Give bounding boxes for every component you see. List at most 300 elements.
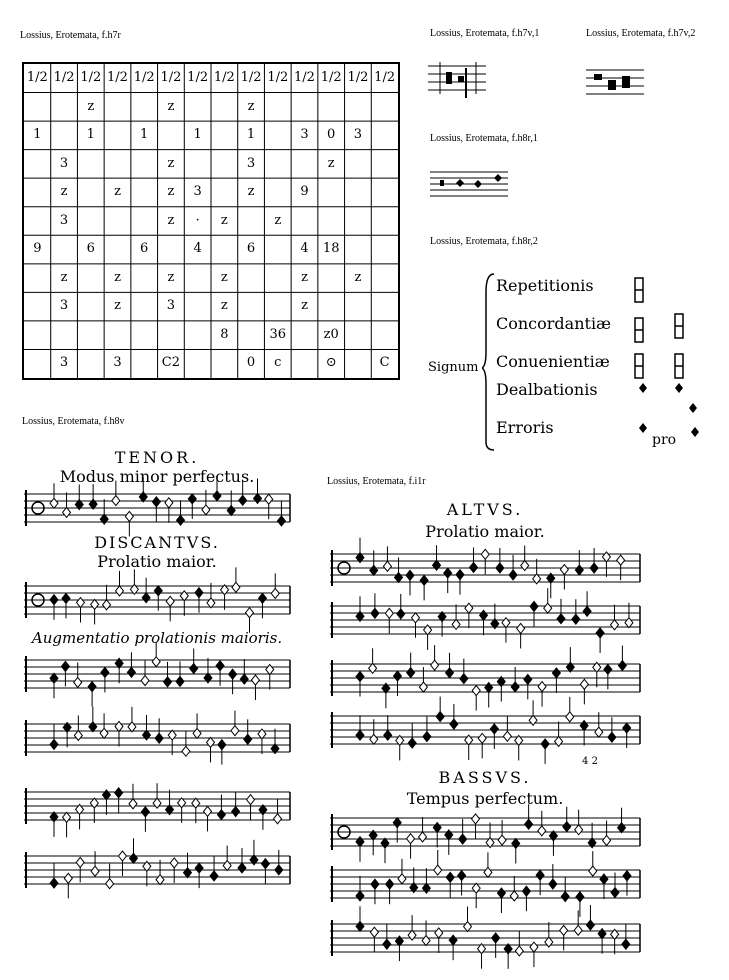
sign-note [689, 403, 697, 413]
note-head [566, 712, 574, 722]
note-head [385, 608, 393, 618]
signum-item: Dealbationis [496, 380, 598, 399]
note-head [530, 942, 538, 952]
table-cell: 1/2 [320, 70, 342, 85]
note-head [251, 675, 259, 685]
note-head [512, 838, 520, 848]
caption-h7v-2: Lossius, Erotemata, f.h7v,2 [586, 28, 696, 39]
table-cell: 1/2 [187, 70, 209, 85]
signum-panel [428, 262, 708, 452]
note-head [544, 603, 552, 613]
note-head [274, 814, 282, 824]
table-cell: 9 [300, 184, 309, 200]
note-head [464, 922, 472, 932]
music-staff [330, 588, 640, 653]
note-head [547, 573, 555, 583]
note-head [452, 619, 460, 629]
table-cell: z [220, 298, 228, 314]
table-cell: 4 [193, 241, 202, 257]
note-head [202, 505, 210, 515]
sign-symbol [635, 278, 643, 302]
note-head [217, 810, 225, 820]
note-head [381, 838, 389, 848]
note-head [555, 736, 563, 746]
note-head [240, 674, 248, 684]
note-head [406, 570, 414, 580]
note-head [536, 870, 544, 880]
signum-brace [482, 272, 496, 452]
caption-h8v: Lossius, Erotemata, f.h8v [22, 416, 125, 427]
note-head [141, 676, 149, 686]
table-cell: 36 [269, 326, 287, 342]
note-head [625, 618, 633, 628]
table-cell: 6 [246, 241, 256, 257]
note-head [143, 861, 151, 871]
table-cell: 1/2 [240, 70, 262, 85]
note-head [604, 664, 612, 674]
signum-item: Conuenientiæ [496, 352, 610, 371]
note-head [393, 818, 401, 828]
sign-note [675, 383, 683, 393]
table-cell: 3 [59, 212, 69, 228]
table-cell: 6 [140, 241, 149, 257]
table-cell: 1 [246, 127, 256, 143]
table-cell: 1 [33, 127, 42, 143]
sign-note [691, 427, 699, 437]
note-head [394, 671, 402, 681]
table-cell: 1 [86, 127, 95, 143]
table-cell: z [114, 184, 121, 200]
table-cell: z [167, 98, 175, 114]
table-cell: 3 [353, 127, 363, 143]
table-cell: z [114, 269, 121, 285]
note-head [221, 585, 229, 595]
table-cell: z [301, 269, 308, 285]
note-head [459, 834, 467, 844]
note-head [170, 858, 178, 868]
note-head [275, 865, 283, 875]
note-head [176, 676, 184, 686]
note-head [227, 505, 235, 515]
note-head [271, 744, 279, 754]
music-staff [24, 838, 290, 898]
table-cell: 3 [193, 184, 202, 200]
note-head [541, 739, 549, 749]
note-head [277, 516, 285, 526]
note-head [496, 563, 504, 573]
note-head [156, 875, 164, 885]
note-head [521, 561, 529, 571]
table-cell: z [167, 269, 175, 285]
note-head [561, 892, 569, 902]
note-head [398, 874, 406, 884]
signum-item: Erroris [496, 418, 554, 437]
table-cell: z [60, 184, 68, 200]
note-head [538, 682, 546, 692]
note-head [529, 715, 537, 725]
note-head [261, 859, 269, 869]
note-head [580, 679, 588, 689]
note-head [62, 593, 70, 603]
table-cell: z [247, 98, 255, 114]
note-head [396, 735, 404, 745]
note-head [484, 867, 492, 877]
table-cell: z [167, 212, 175, 228]
note-head [397, 609, 405, 619]
table-cell: z [167, 184, 175, 200]
table-cell: 18 [322, 241, 340, 257]
sign-symbol [675, 314, 683, 338]
caption-h7r: Lossius, Erotemata, f.h7r [20, 30, 121, 41]
note-head [533, 574, 541, 584]
signum-symbols [623, 268, 703, 448]
note-head [524, 674, 532, 684]
note-head [498, 835, 506, 845]
note-head [617, 555, 625, 565]
note-head [207, 598, 215, 608]
note-head [602, 552, 610, 562]
note-head [622, 939, 630, 949]
note-head [386, 879, 394, 889]
note-head [407, 834, 415, 844]
table-cell: 6 [86, 241, 95, 257]
bassus-subtitle: Tempus perfectum. [406, 789, 564, 808]
table-cell: c [274, 355, 282, 371]
note-head [600, 874, 608, 884]
note-head [407, 668, 415, 678]
signum-pro: pro [652, 432, 677, 448]
note-head [245, 608, 253, 618]
staff-fragment-h7v-1 [428, 58, 488, 102]
note-head [239, 495, 247, 505]
note-head [118, 851, 126, 861]
note-head [618, 661, 626, 671]
note-head [259, 805, 267, 815]
note-head [129, 853, 137, 863]
sign-symbol [635, 318, 643, 342]
note-head [115, 658, 123, 668]
note-head [446, 668, 454, 678]
note-head [356, 553, 364, 563]
note-head [218, 740, 226, 750]
note-head [450, 719, 458, 729]
note-head [456, 570, 464, 580]
note-head [420, 575, 428, 585]
table-cell: C [379, 355, 390, 371]
note-head [183, 868, 191, 878]
caption-i1r: Lossius, Erotemata, f.i1r [327, 476, 426, 487]
note-head [419, 832, 427, 842]
note-head [89, 722, 97, 732]
note-head [204, 673, 212, 683]
note-head [395, 572, 403, 582]
note-head [371, 608, 379, 618]
note-head [244, 734, 252, 744]
note-head [549, 831, 557, 841]
note-head [76, 804, 84, 814]
note-head [370, 565, 378, 575]
table-cell: 3 [300, 127, 309, 143]
note-head [566, 662, 574, 672]
table-cell: 1/2 [347, 70, 369, 85]
table-cell: 4 [300, 241, 309, 257]
note-head [435, 928, 443, 938]
note-head [115, 721, 123, 731]
note-head [408, 930, 416, 940]
note-head [449, 935, 457, 945]
discantus-subtitle: Prolatio maior. [97, 552, 217, 571]
table-cell: z [220, 212, 228, 228]
note-head [165, 498, 173, 508]
table-cell: 0 [327, 127, 336, 143]
note-head [369, 830, 377, 840]
table-cell: 1/2 [267, 70, 289, 85]
signum-item: Concordantiæ [496, 314, 612, 333]
note-head [497, 677, 505, 687]
note-head [180, 591, 188, 601]
note-head [490, 724, 498, 734]
note-head [515, 946, 523, 956]
note-head [560, 565, 568, 575]
table-cell: 1/2 [213, 70, 235, 85]
note-head [446, 872, 454, 882]
note-head [503, 731, 511, 741]
note-head [74, 730, 82, 740]
note-head [50, 878, 58, 888]
note-head [154, 586, 162, 596]
note-head [382, 683, 390, 693]
music-staff [330, 905, 640, 969]
note-head [603, 835, 611, 845]
note-head [266, 665, 274, 675]
note-head [580, 721, 588, 731]
note-head [586, 920, 594, 930]
note-head [465, 735, 473, 745]
music-staff [330, 850, 640, 917]
note-head [465, 603, 473, 613]
note-head [89, 499, 97, 509]
note-head [560, 925, 568, 935]
note-head [192, 798, 200, 808]
note-head [538, 826, 546, 836]
note-head [576, 892, 584, 902]
note-head [572, 614, 580, 624]
note-head [598, 929, 606, 939]
note-head [115, 788, 123, 798]
table-cell: 8 [220, 326, 229, 342]
table-cell: z [60, 269, 68, 285]
note-head [127, 667, 135, 677]
note-head [433, 560, 441, 570]
note-head [112, 496, 120, 506]
note-head [141, 807, 149, 817]
table-cell: z [274, 212, 282, 228]
note-head [511, 682, 519, 692]
note-head [371, 879, 379, 889]
table-cell: ⊙ [325, 355, 337, 371]
note-head [75, 500, 83, 510]
music-staff [330, 697, 640, 764]
note-head [130, 584, 138, 594]
note-head [142, 593, 150, 603]
note-head [213, 491, 221, 501]
note-head [182, 746, 190, 756]
note-head [50, 739, 58, 749]
note-head [595, 727, 603, 737]
table-cell: 3 [246, 155, 256, 171]
note-head [204, 806, 212, 816]
note-head [438, 612, 446, 622]
note-head [356, 730, 364, 740]
note-head [410, 883, 418, 893]
note-head [50, 498, 58, 508]
staff-fragment-h8r-1 [430, 166, 510, 200]
note-head [166, 596, 174, 606]
sign-symbol [675, 354, 683, 378]
note-head [356, 611, 364, 621]
note-head [510, 891, 518, 901]
music-staff [330, 538, 640, 601]
note-head [575, 565, 583, 575]
note-head [545, 937, 553, 947]
augmentatio-heading: Augmentatio prolationis maioris. [31, 629, 283, 647]
table-cell: z [114, 298, 121, 314]
table-cell: 1 [140, 127, 149, 143]
table-cell: z [220, 269, 228, 285]
note-head [152, 657, 160, 667]
note-head [258, 729, 266, 739]
note-head [478, 733, 486, 743]
note-head [623, 723, 631, 733]
table-cell: 1/2 [26, 70, 48, 85]
note-head [63, 507, 71, 517]
note-head [106, 879, 114, 889]
note-head [485, 683, 493, 693]
note-head [188, 494, 196, 504]
sign-note [639, 383, 647, 393]
note-head [433, 823, 441, 833]
note-head [552, 668, 560, 678]
table-cell: 1/2 [160, 70, 182, 85]
note-head [444, 568, 452, 578]
note-head [356, 837, 364, 847]
note-head [152, 497, 160, 507]
note-head [195, 588, 203, 598]
note-head [193, 728, 201, 738]
sign-note [639, 423, 647, 433]
note-head [422, 936, 430, 946]
note-head [480, 610, 488, 620]
note-head [504, 944, 512, 954]
table-cell: z [327, 155, 335, 171]
note-head [142, 730, 150, 740]
note-head [618, 823, 626, 833]
table-cell: 1/2 [80, 70, 102, 85]
note-head [129, 799, 137, 809]
note-head [517, 623, 525, 633]
table-cell: z [247, 184, 255, 200]
note-head [431, 660, 439, 670]
note-head [369, 663, 377, 673]
note-head [424, 625, 432, 635]
staff-fragment-h7v-2 [586, 62, 646, 98]
note-head [583, 606, 591, 616]
music-staff [24, 783, 290, 837]
note-head [458, 871, 466, 881]
note-head [50, 673, 58, 683]
sign-symbol [635, 354, 643, 378]
note-head [557, 614, 565, 624]
table-cell: 1/2 [294, 70, 315, 85]
note-head [155, 733, 163, 743]
note-head [419, 682, 427, 692]
note-head [100, 728, 108, 738]
note-head [472, 883, 480, 893]
note-head [90, 798, 98, 808]
note-head [177, 515, 185, 525]
note-head [434, 865, 442, 875]
note-head [522, 886, 530, 896]
tenor-subtitle: Modus minor perfectus. [59, 467, 255, 486]
note-head [238, 863, 246, 873]
caption-h8r-1: Lossius, Erotemata, f.h8r,1 [430, 133, 538, 144]
table-cell: 0 [246, 355, 256, 371]
note-head [472, 686, 480, 696]
note-head [271, 588, 279, 598]
music-staff [330, 804, 640, 863]
table-cell: 9 [33, 241, 42, 257]
note-head [63, 722, 71, 732]
note-head [608, 732, 616, 742]
music-staff [24, 707, 290, 765]
table-cell: 3 [113, 355, 122, 371]
note-head [472, 814, 480, 824]
note-head [101, 667, 109, 677]
note-head [492, 933, 500, 943]
note-head [525, 819, 533, 829]
caption-h8r-2: Lossius, Erotemata, f.h8r,2 [430, 236, 538, 247]
note-head [549, 879, 557, 889]
note-head [588, 838, 596, 848]
note-head [164, 677, 172, 687]
note-head [216, 661, 224, 671]
note-head [502, 618, 510, 628]
table-cell: 3 [59, 355, 69, 371]
note-head [356, 891, 364, 901]
table-cell: 1 [193, 127, 202, 143]
note-head [223, 861, 231, 871]
note-head [91, 599, 99, 609]
note-head [250, 855, 258, 865]
note-head [206, 737, 214, 747]
note-head [445, 830, 453, 840]
note-head [50, 595, 58, 605]
figure-numbers: 4 2 [582, 756, 598, 767]
caption-h7v-1: Lossius, Erotemata, f.h7v,1 [430, 28, 540, 39]
table-cell: z [87, 98, 95, 114]
music-staff [24, 642, 290, 707]
mensuration-table [22, 62, 400, 380]
note-head [611, 888, 619, 898]
note-head [74, 677, 82, 687]
altus-subtitle: Prolatio maior. [425, 522, 545, 541]
note-head [61, 661, 69, 671]
note-head [100, 514, 108, 524]
note-head [64, 873, 72, 883]
note-head [153, 798, 161, 808]
note-head [232, 807, 240, 817]
table-cell: · [195, 212, 200, 228]
